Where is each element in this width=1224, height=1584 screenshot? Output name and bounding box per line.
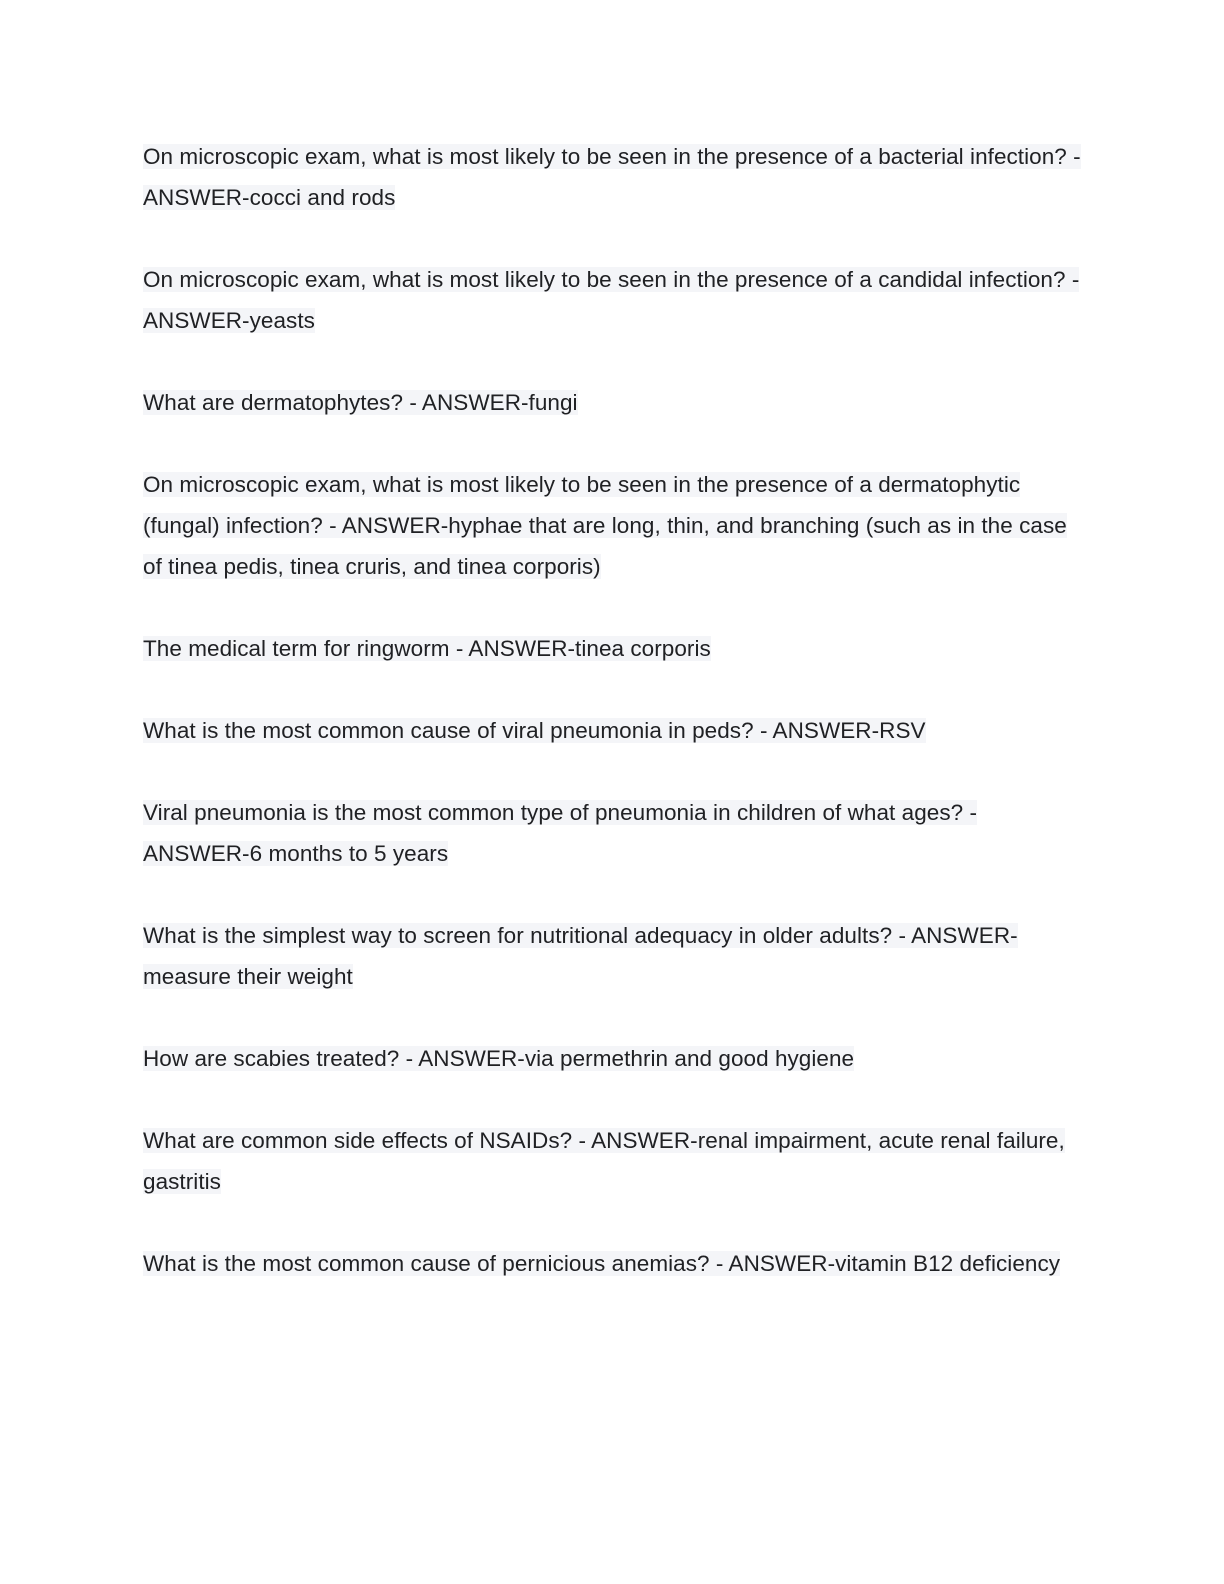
qa-text: What is the most common cause of viral pneumonia in peds? - ANSWER-RSV xyxy=(143,718,926,743)
qa-item-scabies-treatment xyxy=(143,1038,1083,1079)
qa-item-fungal-infection xyxy=(143,464,1083,587)
qa-item-viral-pneumonia-ages xyxy=(143,792,1083,874)
qa-list xyxy=(143,136,1083,1325)
qa-item-viral-pneumonia-cause xyxy=(143,710,1083,751)
qa-item-candidal-infection xyxy=(143,259,1083,341)
qa-text: What is the simplest way to screen for nutritional adequacy in older adults? - ANSWER-measure their weight xyxy=(143,923,1018,989)
qa-item-bacterial-infection xyxy=(143,136,1083,218)
qa-text: The medical term for ringworm - ANSWER-tinea corporis xyxy=(143,636,711,661)
qa-item-nutritional-screen xyxy=(143,915,1083,997)
qa-text: What are dermatophytes? - ANSWER-fungi xyxy=(143,390,578,415)
qa-text: How are scabies treated? - ANSWER-via permethrin and good hygiene xyxy=(143,1046,855,1071)
qa-item-nsaid-side-effects xyxy=(143,1120,1083,1202)
qa-item-dermatophytes xyxy=(143,382,1083,423)
qa-text: On microscopic exam, what is most likely to be seen in the presence of a candidal infection? - ANSWER-yeasts xyxy=(143,267,1080,333)
qa-item-pernicious-anemia xyxy=(143,1243,1083,1284)
qa-text: What are common side effects of NSAIDs? - ANSWER-renal impairment, acute renal failure, gastritis xyxy=(143,1128,1065,1194)
qa-item-ringworm xyxy=(143,628,1083,669)
qa-text: Viral pneumonia is the most common type of pneumonia in children of what ages? - ANSWER-6 months to 5 years xyxy=(143,800,978,866)
qa-text: What is the most common cause of pernicious anemias? - ANSWER-vitamin B12 deficiency xyxy=(143,1251,1061,1276)
qa-text: On microscopic exam, what is most likely to be seen in the presence of a dermatophytic (fungal) infection? - ANSWER-hyphae that are long, thin, and branching (such as in the case of tinea pedis, tinea cruris, and tinea corporis) xyxy=(143,472,1067,579)
qa-text: On microscopic exam, what is most likely to be seen in the presence of a bacterial infection? - ANSWER-cocci and rods xyxy=(143,144,1081,210)
